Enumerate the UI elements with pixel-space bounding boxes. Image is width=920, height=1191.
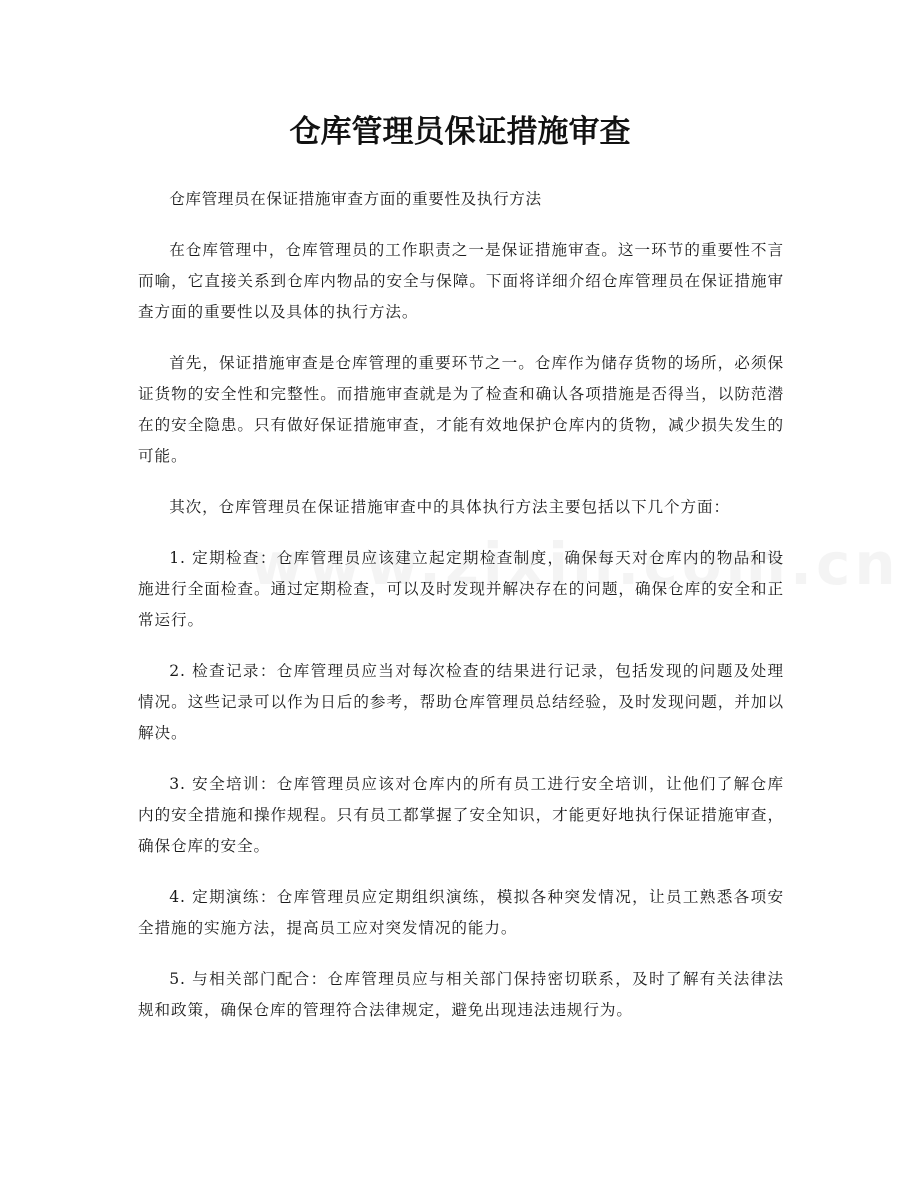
paragraph-methods-intro: 其次，仓库管理员在保证措施审查中的具体执行方法主要包括以下几个方面： xyxy=(169,498,730,516)
list-item-safety-training: 3. 安全培训：仓库管理员应该对仓库内的所有员工进行安全培训，让他们了解仓库内的安全措施和操作规程。只有员工都掌握了安全知识，才能更好地执行保证措施审查，确保仓库的安全。 xyxy=(138,775,784,855)
list-item-regular-drills: 4. 定期演练：仓库管理员应定期组织演练，模拟各种突发情况，让员工熟悉各项安全措施的实施方法，提高员工应对突发情况的能力。 xyxy=(138,888,784,937)
paragraph-intro: 在仓库管理中，仓库管理员的工作职责之一是保证措施审查。这一环节的重要性不言而喻，它直接关系到仓库内物品的安全与保障。下面将详细介绍仓库管理员在保证措施审查方面的重要性以及具体的执行方法。 xyxy=(138,241,784,321)
document-title: 仓库管理员保证措施审查 xyxy=(289,114,631,150)
paragraph-importance: 首先，保证措施审查是仓库管理的重要环节之一。仓库作为储存货物的场所，必须保证货物的安全性和完整性。而措施审查就是为了检查和确认各项措施是否得当，以防范潜在的安全隐患。只有做好保证措施审查，才能有效地保护仓库内的货物，减少损失发生的可能。 xyxy=(138,354,784,465)
document-body xyxy=(138,184,784,1046)
list-item-regular-inspection: 1. 定期检查：仓库管理员应该建立起定期检查制度，确保每天对仓库内的物品和设施进行全面检查。通过定期检查，可以及时发现并解决存在的问题，确保仓库的安全和正常运行。 xyxy=(138,549,784,629)
paragraph-subtitle: 仓库管理员在保证措施审查方面的重要性及执行方法 xyxy=(169,190,542,208)
list-item-department-cooperation: 5. 与相关部门配合：仓库管理员应与相关部门保持密切联系，及时了解有关法律法规和政策，确保仓库的管理符合法律规定，避免出现违法违规行为。 xyxy=(138,970,784,1019)
list-item-inspection-records: 2. 检查记录：仓库管理员应当对每次检查的结果进行记录，包括发现的问题及处理情况。这些记录可以作为日后的参考，帮助仓库管理员总结经验，及时发现问题，并加以解决。 xyxy=(138,662,784,742)
